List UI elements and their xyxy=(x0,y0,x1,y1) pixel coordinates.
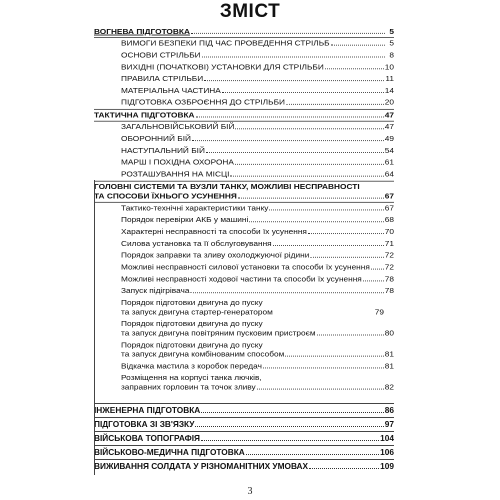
leader-dots xyxy=(274,313,374,314)
toc-section-entry[interactable] xyxy=(94,461,394,471)
toc-entry-title: Порядок заправки та зливу охолоджуючої рідини xyxy=(121,250,310,260)
toc-entry[interactable] xyxy=(121,134,394,142)
toc-section-entry[interactable] xyxy=(94,433,394,443)
toc-entry-title: ПРАВИЛА СТРІЛЬБИ xyxy=(121,74,204,83)
toc-entry-title: Силова установка та її обслуговування xyxy=(121,239,272,248)
toc-entry-title: ЗАГАЛЬНОВІЙСЬКОВИЙ БІЙ xyxy=(121,122,235,131)
leader-dots xyxy=(310,256,383,258)
toc-entry-title: Розміщення на корпусі танка лючків, xyxy=(121,373,262,382)
toc-entry-title: Можливі несправності ходової частини та способи їх усунення xyxy=(121,274,362,284)
toc-entry[interactable] xyxy=(121,362,394,370)
toc-entry[interactable] xyxy=(121,308,394,316)
toc-entry-title: заправних горловин та точок зливу xyxy=(121,382,256,392)
leader-dots xyxy=(273,244,384,246)
toc-entry-page: 67 xyxy=(384,203,394,213)
toc-entry[interactable] xyxy=(121,319,394,327)
toc-entry[interactable] xyxy=(121,39,394,47)
toc-entry[interactable] xyxy=(121,275,394,283)
toc-section-tank-systems-cont[interactable] xyxy=(94,192,394,200)
toc-entry-page: 61 xyxy=(384,157,394,167)
toc-entry-title: Запуск підігрівача xyxy=(121,286,190,295)
toc-entry-title: ПІДГОТОВКА ОЗБРОЄННЯ ДО СТРІЛЬБИ xyxy=(121,97,285,107)
toc-entry[interactable] xyxy=(121,74,394,82)
toc-entry-page: 10 xyxy=(384,62,394,71)
toc-entry[interactable] xyxy=(121,51,394,59)
toc-entry-page: 81 xyxy=(384,349,394,359)
leader-dots xyxy=(269,209,383,211)
toc-entry-page: 71 xyxy=(384,239,394,248)
leader-dots xyxy=(206,151,384,153)
leader-dots xyxy=(196,116,384,118)
leader-dots xyxy=(204,79,384,81)
toc-entry-title: ВИХІДНІ (ПОЧАТКОВІ) УСТАНОВКИ ДЛЯ СТРІЛЬБИ xyxy=(121,62,324,71)
toc-entry-page: 78 xyxy=(384,274,394,284)
toc-entry-title: ГОЛОВНІ СИСТЕМИ ТА ВУЗЛИ ТАНКУ, МОЖЛИВІ НЕСПРАВНОСТІ xyxy=(94,182,360,191)
toc-entry[interactable] xyxy=(121,263,394,271)
toc-entry[interactable] xyxy=(121,146,394,154)
toc-entry-title: ТА СПОСОБИ ЇХНЬОГО УСУНЕННЯ xyxy=(94,191,237,201)
toc-entry-page: 67 xyxy=(384,191,394,201)
leader-dots xyxy=(371,268,384,270)
toc-entry-page: 72 xyxy=(384,262,394,272)
toc-entry-title: РОЗТАШУВАННЯ НА МІСЦІ xyxy=(121,169,230,179)
leader-dots xyxy=(285,355,383,357)
page-title: ЗМІСТ xyxy=(219,1,281,22)
toc-entry-page: 72 xyxy=(384,250,394,260)
toc-entry-page: 106 xyxy=(380,447,394,457)
toc-entry[interactable] xyxy=(121,158,394,166)
toc-entry[interactable] xyxy=(121,286,394,294)
toc-entry-title: Тактико-технічні характеристики танку xyxy=(121,203,269,213)
toc-entry-page: 47 xyxy=(384,122,394,131)
toc-entry-title: ПІДГОТОВКА ЗІ ЗВ'ЯЗКУ xyxy=(94,419,195,429)
leader-dots xyxy=(235,128,383,130)
toc-entry-page: 47 xyxy=(384,110,394,120)
toc-entry[interactable] xyxy=(121,122,394,130)
row-separator xyxy=(94,445,394,446)
toc-entry-page: 5 xyxy=(389,27,394,36)
toc-entry-title: ВИМОГИ БЕЗПЕКИ ПІД ЧАС ПРОВЕДЕННЯ СТРІЛЬБ xyxy=(121,38,330,48)
toc-entry-page: 8 xyxy=(389,50,394,60)
toc-entry-page: 70 xyxy=(384,227,394,236)
leader-dots xyxy=(331,44,385,46)
leader-dots xyxy=(190,291,383,293)
toc-entry-page: 80 xyxy=(384,328,394,338)
leader-dots xyxy=(201,439,379,441)
toc-entry[interactable] xyxy=(121,86,394,94)
toc-entry-title: ВІЙСЬКОВА ТОПОГРАФІЯ xyxy=(94,433,200,443)
toc-entry-page: 82 xyxy=(384,382,394,392)
toc-entry-title: Відкачка мастила з коробок передач xyxy=(121,361,262,371)
toc-entry-page: 81 xyxy=(384,361,394,371)
toc-entry-page: 109 xyxy=(380,461,394,471)
leader-dots xyxy=(249,221,383,223)
toc-entry-title: та запуск двигуна комбінованим способом xyxy=(121,349,285,359)
toc-entry[interactable] xyxy=(121,251,394,259)
toc-entry-page: 49 xyxy=(384,134,394,143)
toc-entry-title: ВІЙСЬКОВО-МЕДИЧНА ПІДГОТОВКА xyxy=(94,447,245,457)
toc-entry[interactable] xyxy=(121,329,394,337)
toc-entry[interactable] xyxy=(121,227,394,235)
leader-dots xyxy=(222,91,384,93)
toc-entry-title: Можливі несправності силової установки та способи їх усунення xyxy=(121,262,370,272)
leader-dots xyxy=(325,68,384,70)
row-separator xyxy=(94,417,394,418)
toc-section-engineering[interactable] xyxy=(94,405,394,415)
toc-entry-page: 97 xyxy=(384,419,394,429)
toc-entry-page: 20 xyxy=(384,97,394,107)
toc-entry[interactable] xyxy=(121,204,394,212)
toc-entry-page: 11 xyxy=(385,74,394,83)
leader-dots xyxy=(201,411,383,413)
toc-entry-title: Характерні несправності та способи їх усунення xyxy=(121,227,307,236)
leader-dots xyxy=(263,367,384,369)
toc-entry[interactable] xyxy=(121,340,394,348)
toc-entry[interactable] xyxy=(121,350,394,358)
toc-entry-title: ОБОРОННИЙ БІЙ xyxy=(121,134,191,143)
toc-entry-title: МАРШ І ПОХІДНА ОХОРОНА xyxy=(121,157,234,167)
page-number: 3 xyxy=(247,486,253,497)
toc-entry-title: ВОГНЕВА ПІДГОТОВКА xyxy=(94,27,190,36)
toc-entry-title: ВИЖИВАННЯ СОЛДАТА У РІЗНОМАНІТНИХ УМОВАХ xyxy=(94,461,309,471)
row-separator xyxy=(94,431,394,432)
toc-entry[interactable] xyxy=(121,98,394,106)
toc-entry-title: ОСНОВИ СТРІЛЬБИ xyxy=(121,50,201,60)
toc-section-fire-training[interactable] xyxy=(94,27,394,35)
leader-dots xyxy=(317,334,384,336)
leader-dots xyxy=(363,280,384,282)
toc-entry-page: 5 xyxy=(389,38,394,48)
leader-dots xyxy=(195,425,383,427)
toc-entry[interactable] xyxy=(121,383,394,391)
toc-entry-title: Порядок підготовки двигуна до пуску xyxy=(121,298,263,307)
toc-entry-page: 79 xyxy=(374,307,384,316)
toc-entry-title: МАТЕРІАЛЬНА ЧАСТИНА xyxy=(121,86,221,95)
toc-entry-page: 14 xyxy=(384,86,394,95)
leader-dots xyxy=(230,175,383,177)
toc-entry-title: НАСТУПАЛЬНИЙ БІЙ xyxy=(121,146,205,155)
toc-entry[interactable] xyxy=(121,170,394,178)
leader-dots xyxy=(246,453,379,455)
table-left-border xyxy=(94,180,95,475)
toc-section-tank-systems[interactable] xyxy=(94,182,394,190)
toc-entry[interactable] xyxy=(121,239,394,247)
toc-entry-title: Порядок підготовки двигуна до пуску xyxy=(121,319,263,328)
toc-entry[interactable] xyxy=(121,62,394,70)
toc-entry-page: 78 xyxy=(384,286,394,295)
toc-entry-title: та запуск двигуна повітряним пусковим пристроєм xyxy=(121,328,316,338)
leader-dots xyxy=(192,139,384,141)
toc-entry-page: 54 xyxy=(384,146,394,155)
toc-section-entry[interactable] xyxy=(94,419,394,429)
toc-entry-page: 64 xyxy=(384,169,394,179)
toc-entry-title: Порядок підготовки двигуна до пуску xyxy=(121,340,263,349)
leader-dots xyxy=(309,467,379,469)
toc-entry[interactable] xyxy=(121,373,394,381)
leader-dots xyxy=(235,163,384,165)
toc-entry-title: ТАКТИЧНА ПІДГОТОВКА xyxy=(94,110,195,120)
toc-section-entry[interactable] xyxy=(94,447,394,457)
toc-section-tactical-training[interactable] xyxy=(94,111,394,119)
leader-dots xyxy=(202,56,385,58)
toc-entry-title: та запуск двигуна стартер-генератором xyxy=(121,307,273,316)
table-of-contents xyxy=(0,27,500,407)
row-separator xyxy=(94,459,394,460)
toc-entry-page: 68 xyxy=(384,215,394,224)
toc-entry[interactable] xyxy=(121,298,394,306)
leader-dots xyxy=(286,103,384,105)
leader-dots xyxy=(191,32,385,34)
toc-entry-title: ІНЖЕНЕРНА ПІДГОТОВКА xyxy=(94,405,201,415)
leader-dots xyxy=(308,232,384,234)
leader-dots xyxy=(257,388,384,390)
leader-dots xyxy=(238,197,384,199)
toc-entry[interactable] xyxy=(121,215,394,223)
toc-entry-page: 104 xyxy=(380,433,394,443)
toc-entry-title: Порядок перевірки АКБ у машині xyxy=(121,215,249,224)
toc-entry-page: 86 xyxy=(384,405,394,415)
